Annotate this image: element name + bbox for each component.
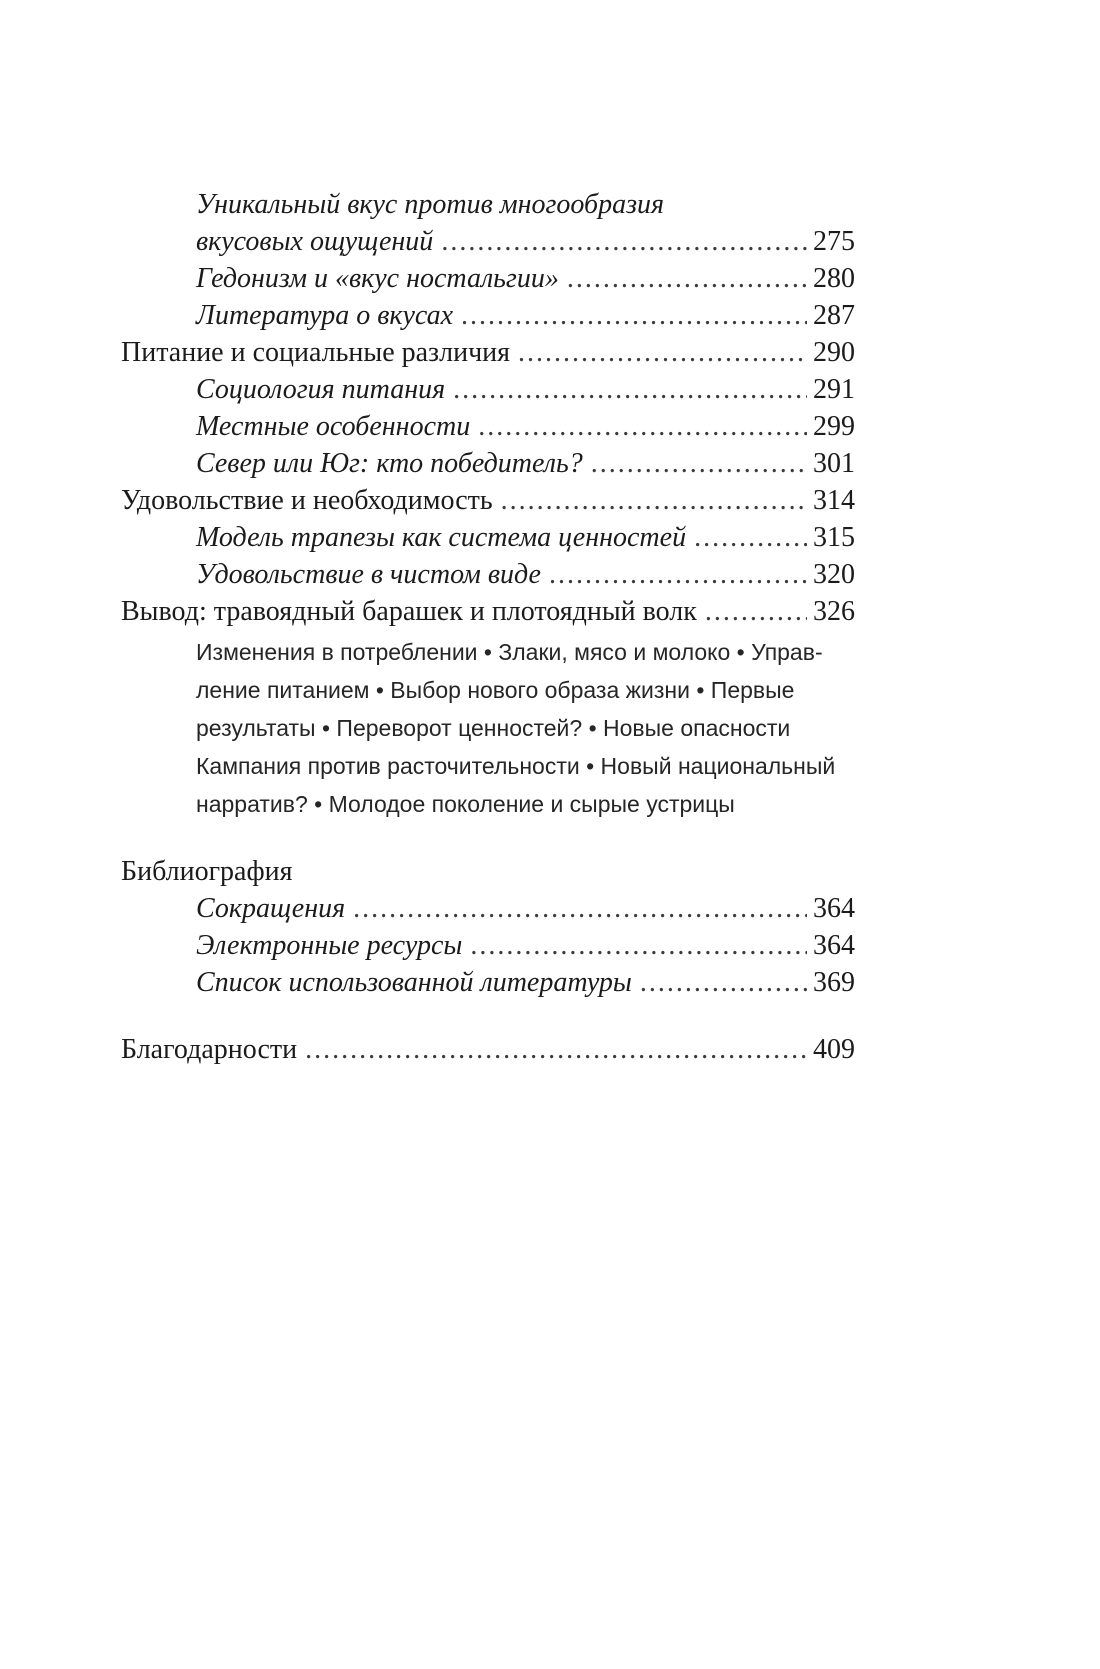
chapter-summary	[121, 633, 855, 823]
toc-list	[121, 186, 855, 1068]
toc-entry-title: Библиография	[121, 856, 293, 887]
toc-entry	[121, 964, 855, 1001]
toc-entry-title: Литература о вкусах	[196, 300, 454, 331]
toc-entry	[121, 890, 855, 927]
section-gap	[121, 1001, 855, 1031]
dot-leader	[501, 482, 807, 519]
toc-entry	[121, 519, 855, 556]
toc-entry-title: Вывод: травоядный барашек и плотоядный волк	[121, 596, 697, 627]
toc-entry	[121, 927, 855, 964]
dot-leader	[441, 223, 807, 260]
dot-leader	[478, 408, 807, 445]
toc-entry	[121, 297, 855, 334]
dot-leader	[470, 927, 807, 964]
toc-entry-title: Питание и социальные различия	[121, 337, 511, 368]
toc-entry-title: Удовольствие и необходимость	[121, 485, 493, 516]
toc-entry	[121, 482, 855, 519]
toc-entry-title: Удовольствие в чистом виде	[196, 559, 541, 590]
dot-leader	[694, 519, 807, 556]
toc-entry-title: Сокращения	[196, 893, 346, 924]
toc-entry	[121, 593, 855, 630]
toc-entry-title: Север или Юг: кто победитель?	[196, 448, 583, 479]
toc-entry-title: Модель трапезы как система ценностей	[196, 522, 687, 553]
toc-entry-title: вкусовых ощущений	[196, 226, 434, 257]
dot-leader	[640, 964, 807, 1001]
toc-entry	[121, 445, 855, 482]
dot-leader	[518, 334, 807, 371]
toc-entry-title: Благодарности	[121, 1034, 298, 1065]
toc-entry	[121, 223, 855, 260]
toc-entry-page: 314	[813, 485, 855, 516]
chapter-summary-line: результаты • Переворот ценностей? • Новые опасности	[196, 715, 791, 741]
toc-entry-title: Местные особенности	[196, 411, 471, 442]
toc-entry-page: 364	[813, 930, 855, 961]
toc-entry	[121, 853, 855, 890]
toc-entry-page: 301	[813, 448, 855, 479]
toc-entry-page: 320	[813, 559, 855, 590]
toc-entry-title: Электронные ресурсы	[196, 930, 463, 961]
dot-leader	[453, 371, 807, 408]
toc-entry-page: 315	[813, 522, 855, 553]
chapter-summary-line: Изменения в потреблении • Злаки, мясо и молоко • Управ-	[196, 639, 823, 665]
toc-entry-page: 291	[813, 374, 855, 405]
dot-leader	[461, 297, 807, 334]
toc-entry	[121, 334, 855, 371]
dot-leader	[549, 556, 807, 593]
toc-entry-page: 364	[813, 893, 855, 924]
toc-entry	[121, 260, 855, 297]
section-gap	[121, 823, 855, 853]
toc-entry-page: 280	[813, 263, 855, 294]
toc-entry-page: 287	[813, 300, 855, 331]
toc-entry	[121, 408, 855, 445]
dot-leader	[353, 890, 807, 927]
toc-entry-page: 369	[813, 967, 855, 998]
chapter-summary-line: нарратив? • Молодое поколение и сырые устрицы	[196, 791, 735, 817]
dot-leader	[305, 1031, 807, 1068]
toc-entry-line: Уникальный вкус против многообразия	[196, 189, 665, 220]
chapter-summary-line: ление питанием • Выбор нового образа жизни • Первые	[196, 677, 795, 703]
toc-entry-title: Гедонизм и «вкус ностальгии»	[196, 263, 559, 294]
toc-entry	[121, 1031, 855, 1068]
dot-leader	[567, 260, 807, 297]
toc-entry-page: 275	[813, 226, 855, 257]
toc-entry-page: 409	[813, 1034, 855, 1065]
dot-leader	[705, 593, 807, 630]
toc-entry-page: 290	[813, 337, 855, 368]
chapter-summary-line: Кампания против расточительности • Новый национальный	[196, 753, 836, 779]
toc-entry	[121, 556, 855, 593]
toc-entry-page: 299	[813, 411, 855, 442]
toc-entry	[121, 371, 855, 408]
dot-leader	[591, 445, 807, 482]
toc-entry-title: Социология питания	[196, 374, 446, 405]
toc-entry-page: 326	[813, 596, 855, 627]
toc-entry-title: Список использованной литературы	[196, 967, 632, 998]
